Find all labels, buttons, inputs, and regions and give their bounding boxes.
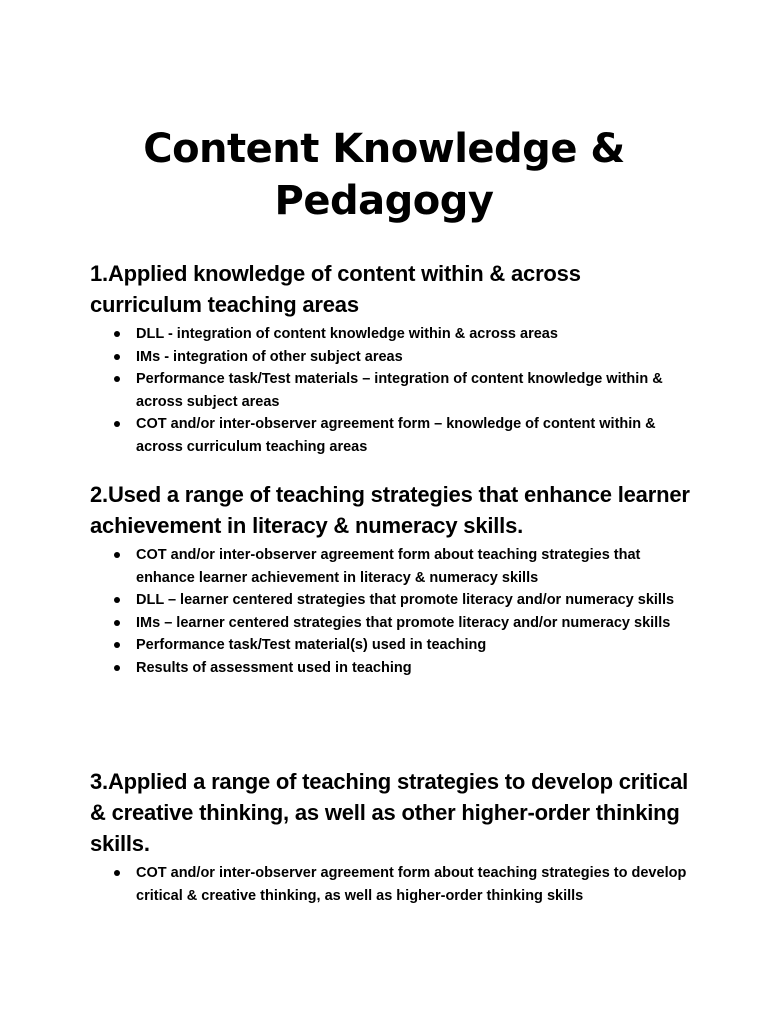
bullet-icon xyxy=(114,354,120,360)
bullet-icon xyxy=(114,552,120,558)
list-item xyxy=(90,413,690,458)
section-1-list xyxy=(90,323,690,458)
section-2 xyxy=(90,479,690,679)
list-item xyxy=(90,862,690,907)
bullet-icon xyxy=(114,597,120,603)
section-2-list xyxy=(90,544,690,679)
section-1 xyxy=(90,258,690,458)
section-1-heading: 1.Applied knowledge of content within & across curriculum teaching areas xyxy=(90,261,581,317)
bullet-icon xyxy=(114,620,120,626)
list-item xyxy=(90,346,690,369)
page-title xyxy=(0,123,768,227)
list-item xyxy=(90,589,690,612)
list-item-text: DLL - integration of content knowledge within & across areas xyxy=(136,326,558,342)
list-item-text: Results of assessment used in teaching xyxy=(136,659,412,676)
bullet-icon xyxy=(114,376,120,382)
list-item-text: COT and/or inter-observer agreement form about teaching strategies to develop critical & creative thinking, as well as higher-order thinking skills xyxy=(136,865,687,904)
bullet-icon xyxy=(114,870,120,876)
section-3-heading: 3.Applied a range of teaching strategies to develop critical & creative thinking, as well as other higher-order thinking skills. xyxy=(90,769,689,856)
list-item xyxy=(90,544,690,589)
list-item-text: Performance task/Test materials – integration of content knowledge within & across subject areas xyxy=(136,371,663,410)
list-item-text: IMs – learner centered strategies that promote literacy and/or numeracy skills xyxy=(136,614,671,631)
bullet-icon xyxy=(114,642,120,648)
list-item-text: Performance task/Test material(s) used in teaching xyxy=(136,637,487,653)
section-3-list xyxy=(90,862,690,907)
list-item-text: IMs - integration of other subject areas xyxy=(136,348,403,365)
section-2-heading: 2.Used a range of teaching strategies that enhance learner achievement in literacy & numeracy skills. xyxy=(90,482,690,538)
bullet-icon xyxy=(114,665,120,671)
list-item-text: COT and/or inter-observer agreement form about teaching strategies that enhance learner achievement in literacy & numeracy skills xyxy=(136,547,641,586)
bullet-icon xyxy=(114,331,120,337)
bullet-icon xyxy=(114,421,120,427)
list-item xyxy=(90,612,690,635)
list-item xyxy=(90,368,690,413)
page-title-line-1: Content Knowledge & xyxy=(143,125,625,172)
list-item xyxy=(90,323,690,346)
page-title-line-2: Pedagogy xyxy=(274,177,494,224)
list-item xyxy=(90,634,690,657)
list-item xyxy=(90,657,690,680)
section-3 xyxy=(90,766,690,907)
list-item-text: COT and/or inter-observer agreement form – knowledge of content within & across curriculum teaching areas xyxy=(136,416,656,455)
list-item-text: DLL – learner centered strategies that promote literacy and/or numeracy skills xyxy=(136,592,675,608)
